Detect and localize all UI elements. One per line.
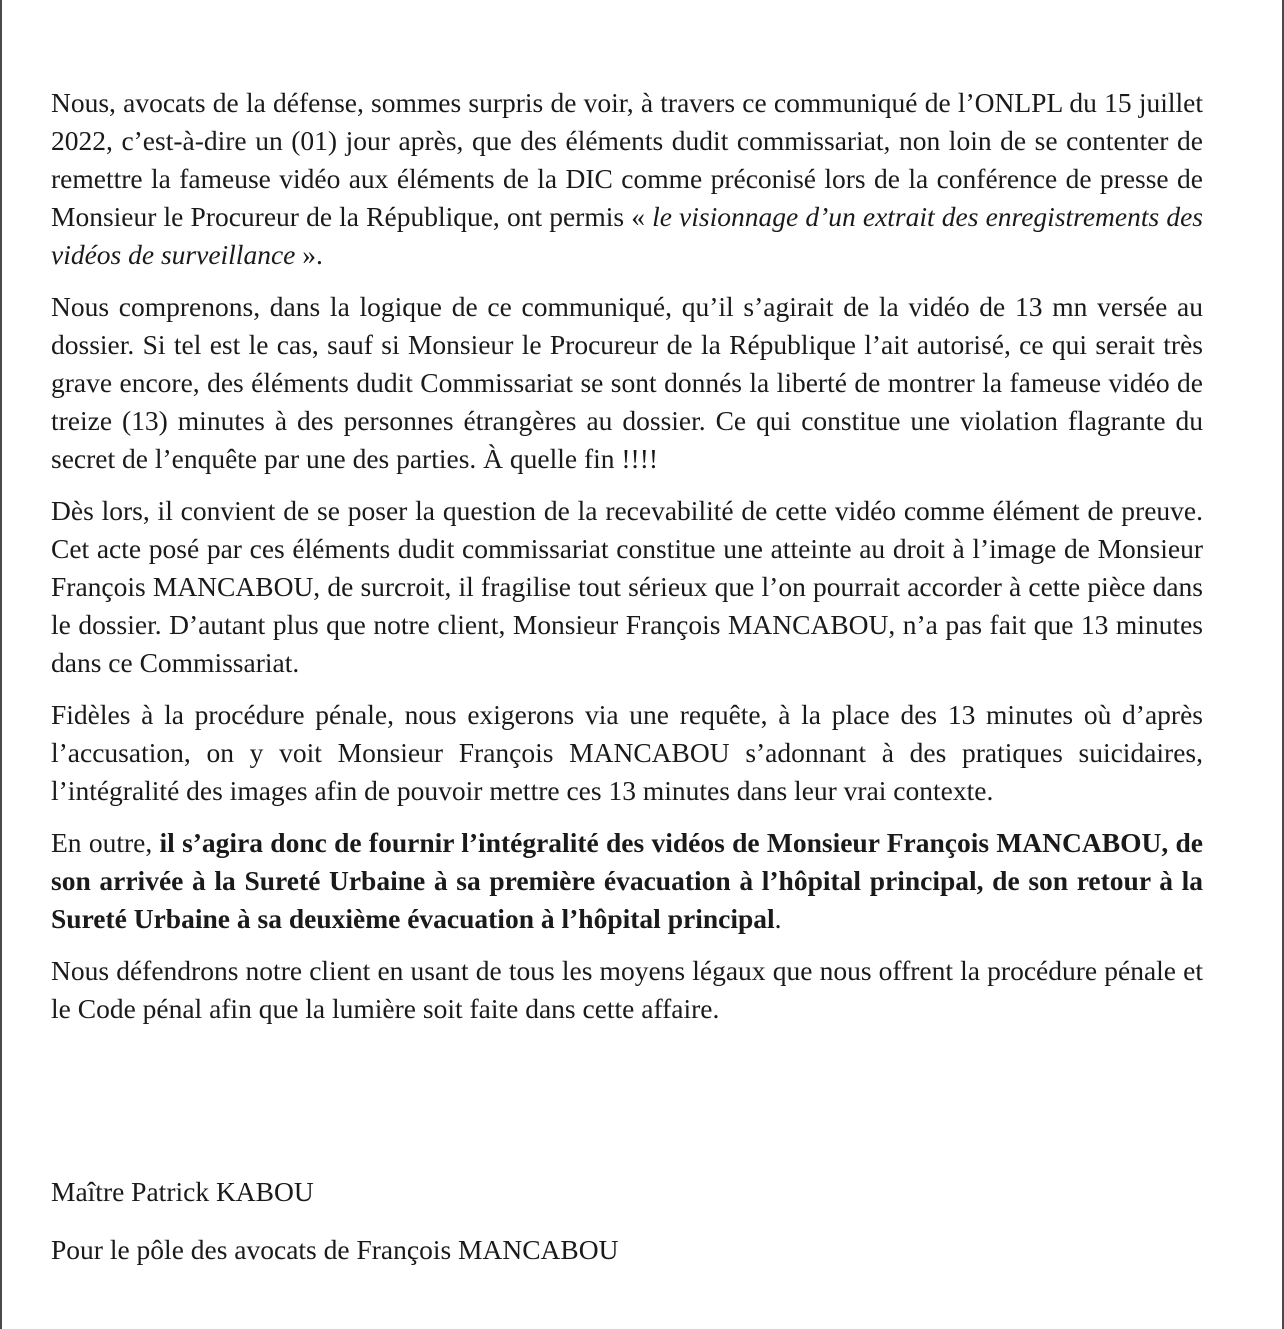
paragraph-text: En outre, (51, 827, 160, 858)
paragraph-text: . (774, 903, 782, 934)
signature-name: Maître Patrick KABOU (51, 1176, 314, 1207)
paragraph-text: Nous, avocats de la défense, sommes surpris de voir, à travers ce communiqué de l’ONLPL du 15 juillet 2022, c’est-à-dire un (01) jour après, que des éléments dudit commissariat, non loin de se contenter de remettre la fameuse vidéo aux éléments de la DIC comme préconisé lors de la conférence de presse de Monsieur le Procureur de la République, ont permis « (51, 87, 1203, 232)
paragraph-video-13mn (51, 288, 1203, 478)
signature-role: Pour le pôle des avocats de François MANCABOU (51, 1234, 619, 1265)
paragraph-en-outre (51, 824, 1203, 938)
paragraph-text: Fidèles à la procédure pénale, nous exigerons via une requête, à la place des 13 minutes où d’après l’accusation, on y voit Monsieur François MANCABOU s’adonnant à des pratiques suicidaires, l’intégralité des images afin de pouvoir mettre ces 13 minutes dans leur vrai contexte. (51, 699, 1203, 806)
paragraph-defense (51, 952, 1203, 1028)
paragraph-text: Nous comprenons, dans la logique de ce communiqué, qu’il s’agirait de la vidéo de 13 mn versée au dossier. Si tel est le cas, sauf si Monsieur le Procureur de la République l’ait autorisé, ce qui serait très grave encore, des éléments dudit Commissariat se sont donnés la liberté de montrer la fameuse vidéo de treize (13) minutes à des personnes étrangères au dossier. Ce qui constitue une violation flagrante du secret de l’enquête par une des parties. À quelle fin !!!! (51, 291, 1203, 474)
bold-demand-text: il s’agira donc de fournir l’intégralité des vidéos de Monsieur François MANCABOU, de son arrivée à la Sureté Urbaine à sa première évacuation à l’hôpital principal, de son retour à la Sureté Urbaine à sa deuxième évacuation à l’hôpital principal (51, 827, 1203, 934)
paragraph-communique (51, 84, 1203, 274)
paragraph-text: ». (295, 239, 323, 270)
paragraph-procedure-penale (51, 696, 1203, 810)
paragraph-text: Nous défendrons notre client en usant de tous les moyens légaux que nous offrent la procédure pénale et le Code pénal afin que la lumière soit faite dans cette affaire. (51, 955, 1203, 1024)
document-body (51, 84, 1203, 1042)
paragraph-text: Dès lors, il convient de se poser la question de la recevabilité de cette vidéo comme élément de preuve. Cet acte posé par ces éléments dudit commissariat constitue une atteinte au droit à l’image de Monsieur François MANCABOU, de surcroit, il fragilise tout sérieux que l’on pourrait accorder à cette pièce dans le dossier. D’autant plus que notre client, Monsieur François MANCABOU, n’a pas fait que 13 minutes dans ce Commissariat. (51, 495, 1203, 678)
quoted-italic-text: le visionnage d’un extrait des enregistrements des vidéos de surveillance (51, 201, 1203, 270)
paragraph-recevabilite (51, 492, 1203, 682)
